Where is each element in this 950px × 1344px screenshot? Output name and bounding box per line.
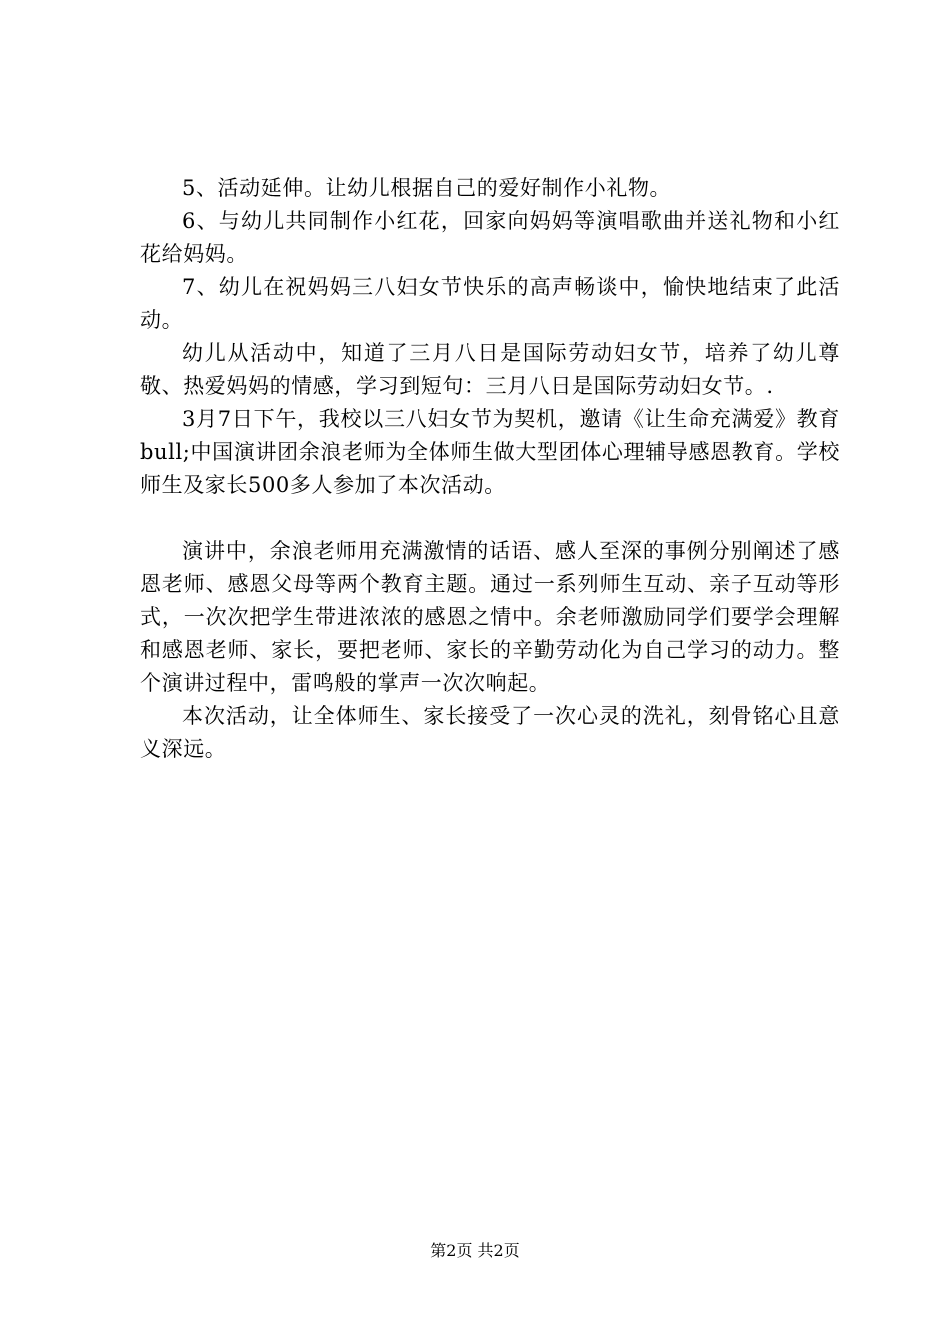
paragraph-lecture-content: 演讲中，余浪老师用充满激情的话语、感人至深的事例分别阐述了感恩老师、感恩父母等两个教育主题。通过一系列师生互动、亲子互动等形式，一次次把学生带进浓浓的感恩之情中。余老师激励同学们要学会理解和感恩老师、家长，要把老师、家长的辛勤劳动化为自己学习的动力。整个演讲过程中，雷鸣般的掌声一次次响起。 <box>140 539 840 695</box>
paragraph-conclusion: 本次活动，让全体师生、家长接受了一次心灵的洗礼，刻骨铭心且意义深远。 <box>140 704 840 761</box>
paragraph-lecture-intro: 3月7日下午，我校以三八妇女节为契机，邀请《让生命充满爱》教育bull;中国演讲团余浪老师为全体师生做大型团体心理辅导感恩教育。学校师生及家长500多人参加了本次活动。 <box>140 407 840 497</box>
paragraph-activity-end: 7、幼儿在祝妈妈三八妇女节快乐的高声畅谈中，愉快地结束了此活动。 <box>140 275 840 332</box>
document-body <box>140 172 840 766</box>
paragraph-extension-activity: 5、活动延伸。让幼儿根据自己的爱好制作小礼物。 <box>182 176 672 200</box>
paragraph-red-flower: 6、与幼儿共同制作小红花，回家向妈妈等演唱歌曲并送礼物和小红花给妈妈。 <box>140 209 840 266</box>
paragraph-learning-outcome: 幼儿从活动中，知道了三月八日是国际劳动妇女节，培养了幼儿尊敬、热爱妈妈的情感，学习到短句：三月八日是国际劳动妇女节。. <box>140 341 840 398</box>
page-number-label: 第2页 共2页 <box>430 1241 520 1260</box>
page-footer <box>0 1240 950 1262</box>
